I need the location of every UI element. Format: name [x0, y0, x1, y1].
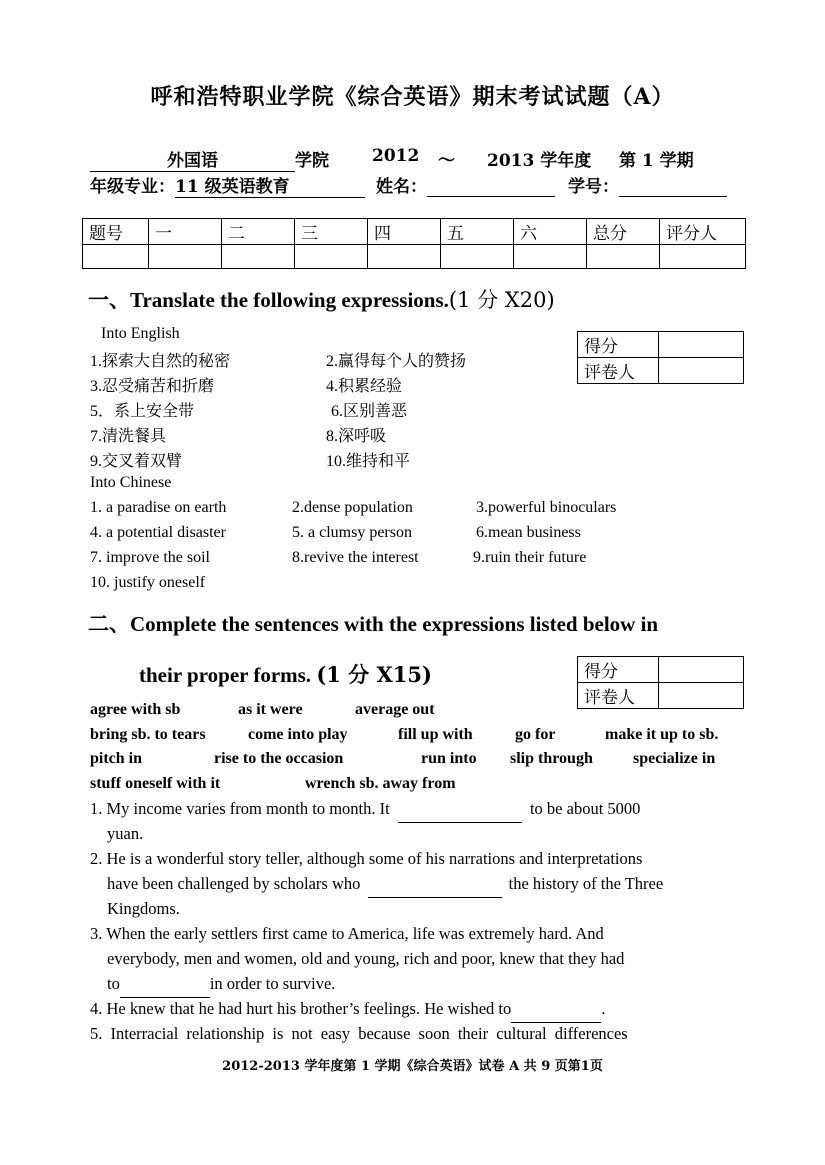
- score-table-header-row: [83, 219, 746, 245]
- college-field: [90, 146, 295, 172]
- score-label: 得分: [578, 332, 659, 358]
- score-header-cell: 五: [441, 219, 514, 245]
- phrase-item: specialize in: [633, 750, 716, 767]
- phrase-item: average out: [355, 701, 435, 718]
- grader-input[interactable]: [659, 358, 744, 384]
- sentence-text: to be about 5000: [529, 799, 641, 818]
- phrase-item: stuff oneself with it: [90, 775, 221, 792]
- score-cell[interactable]: [514, 245, 587, 269]
- sentence-text: the history of the Three: [508, 874, 664, 893]
- sentence-text: 4. He knew that he had hurt his brother’s feelings. He wished to: [90, 999, 512, 1018]
- into-english-label: Into English: [101, 325, 180, 342]
- phrase-item: make it up to sb.: [605, 726, 719, 743]
- phrase-item: as it were: [238, 701, 303, 718]
- sentence-3-line2: everybody, men and women, old and young, rich and poor, knew that they had: [107, 949, 625, 968]
- score-table: [82, 218, 746, 269]
- score-cell[interactable]: [441, 245, 514, 269]
- score-header-cell: 四: [368, 219, 441, 245]
- en-item: 1.探索大自然的秘密: [90, 353, 231, 370]
- answer-blank-4[interactable]: [511, 997, 601, 1023]
- sentence-5-line1: 5. Interracial relationship is not easy because soon their cultural differences: [90, 1024, 628, 1043]
- answer-blank-3[interactable]: [120, 972, 210, 998]
- major-field[interactable]: [175, 172, 365, 198]
- sentence-text: .: [601, 999, 606, 1018]
- sentence-4: [90, 997, 605, 1023]
- score-cell[interactable]: [368, 245, 441, 269]
- grader-input[interactable]: [659, 683, 744, 709]
- term: 第 1 学期: [619, 151, 694, 171]
- id-label: 学号：: [568, 177, 619, 197]
- cn-item: 5. a clumsy person: [292, 524, 412, 541]
- score-cell[interactable]: [83, 245, 149, 269]
- sentence-text: have been challenged by scholars who: [107, 874, 361, 893]
- score-header-cell: 三: [295, 219, 368, 245]
- major-label: 年级专业：: [90, 177, 175, 197]
- cn-item: 1. a paradise on earth: [90, 499, 227, 516]
- score-cell[interactable]: [149, 245, 222, 269]
- score-cell[interactable]: [587, 245, 660, 269]
- year-end: 2013 学年度: [487, 151, 592, 171]
- sentence-text: 1. My income varies from month to month. It: [90, 799, 390, 818]
- score-input[interactable]: [659, 657, 744, 683]
- page-footer: 2012-2013 学年度第 1 学期《综合英语》试卷 A 共 9 页第1页: [222, 1059, 603, 1074]
- answer-blank-1[interactable]: [398, 797, 522, 823]
- section2-title-line1: Complete the sentences with the expressions listed below in: [130, 612, 659, 636]
- score-header-cell: 一: [149, 219, 222, 245]
- en-item: 7.清洗餐具: [90, 428, 167, 445]
- sentence-3-line1: 3. When the early settlers first came to America, life was extremely hard. And: [90, 924, 604, 943]
- section2-points: (1 分 X15): [316, 662, 432, 687]
- section1-heading: [88, 284, 555, 314]
- score-input[interactable]: [659, 332, 744, 358]
- grader-label: 评卷人: [578, 358, 659, 384]
- cn-item: 7. improve the soil: [90, 549, 210, 566]
- phrase-item: come into play: [248, 726, 348, 743]
- score-header-cell: 总分: [587, 219, 660, 245]
- phrase-item: wrench sb. away from: [305, 775, 456, 792]
- cn-item: 10. justify oneself: [90, 574, 206, 591]
- college-suffix: 学院: [295, 151, 329, 171]
- sentence-2-line2: [107, 872, 663, 898]
- score-header-cell: 六: [514, 219, 587, 245]
- cn-item: 6.mean business: [476, 524, 581, 541]
- cn-item: 3.powerful binoculars: [476, 499, 617, 516]
- en-item: 6.区别善恶: [331, 403, 408, 420]
- grader-label: 评卷人: [578, 683, 659, 709]
- cn-item: 8.revive the interest: [292, 549, 419, 566]
- exam-title: 呼和浩特职业学院《综合英语》期末考试试题（A）: [150, 84, 675, 110]
- sentence-text: to: [107, 974, 120, 993]
- id-field[interactable]: [619, 176, 727, 197]
- sentence-1-line1: [90, 797, 640, 823]
- phrase-item: pitch in: [90, 750, 143, 767]
- sentence-text: in order to survive.: [209, 974, 336, 993]
- name-label: 姓名：: [376, 177, 427, 197]
- score-header-cell: 题号: [83, 219, 149, 245]
- en-item: 2.赢得每个人的赞扬: [326, 353, 467, 370]
- section1-title: Translate the following expressions.: [130, 288, 449, 312]
- phrase-item: agree with sb: [90, 701, 181, 718]
- name-line: [376, 172, 555, 197]
- sentence-2-line3: Kingdoms.: [107, 899, 180, 918]
- phrase-item: fill up with: [398, 726, 473, 743]
- phrase-item: run into: [421, 750, 477, 767]
- header-college-line: [90, 146, 329, 172]
- college-value: 外国语: [167, 151, 218, 171]
- cn-item: 9.ruin their future: [473, 549, 587, 566]
- sentence-1-line2: yuan.: [107, 824, 144, 843]
- score-cell[interactable]: [222, 245, 295, 269]
- into-chinese-label: Into Chinese: [90, 474, 172, 491]
- score-header-cell: 二: [222, 219, 295, 245]
- section1-number: 一、: [88, 287, 130, 312]
- phrase-item: slip through: [510, 750, 593, 767]
- year-start: 2012: [372, 146, 420, 166]
- id-line: [568, 172, 727, 197]
- sentence-2-line1: 2. He is a wonderful story teller, although some of his narrations and interpretations: [90, 849, 643, 868]
- en-item: 3.忍受痛苦和折磨: [90, 378, 215, 395]
- year-tilde: ～: [438, 151, 455, 171]
- phrase-item: go for: [515, 726, 556, 743]
- en-item: 5．系上安全带: [90, 403, 195, 420]
- section1-points: (1 分 X20): [448, 288, 555, 312]
- score-table-value-row: [83, 245, 746, 269]
- section2-title-line2: their proper forms.: [139, 663, 312, 687]
- phrase-item: rise to the occasion: [214, 750, 344, 767]
- en-item: 9.交叉着双臂: [90, 453, 183, 470]
- en-item: 4.积累经验: [326, 378, 403, 395]
- sentence-3-line3: [107, 972, 335, 998]
- section2-number: 二、: [88, 611, 130, 636]
- answer-blank-2[interactable]: [368, 872, 502, 898]
- cn-item: 2.dense population: [292, 499, 413, 516]
- section2-heading-line2: [139, 659, 432, 689]
- grader-box-1: [577, 331, 744, 384]
- en-item: 8.深呼吸: [326, 428, 387, 445]
- phrase-item: bring sb. to tears: [90, 726, 206, 743]
- major-value: 11 级英语教育: [175, 177, 290, 197]
- section2-heading: [88, 608, 658, 638]
- score-label: 得分: [578, 657, 659, 683]
- score-header-cell: 评分人: [660, 219, 746, 245]
- major-line: [90, 172, 365, 198]
- cn-item: 4. a potential disaster: [90, 524, 226, 541]
- score-cell[interactable]: [295, 245, 368, 269]
- grader-box-2: [577, 656, 744, 709]
- score-cell[interactable]: [660, 245, 746, 269]
- name-field[interactable]: [427, 176, 555, 197]
- en-item: 10.维持和平: [326, 453, 411, 470]
